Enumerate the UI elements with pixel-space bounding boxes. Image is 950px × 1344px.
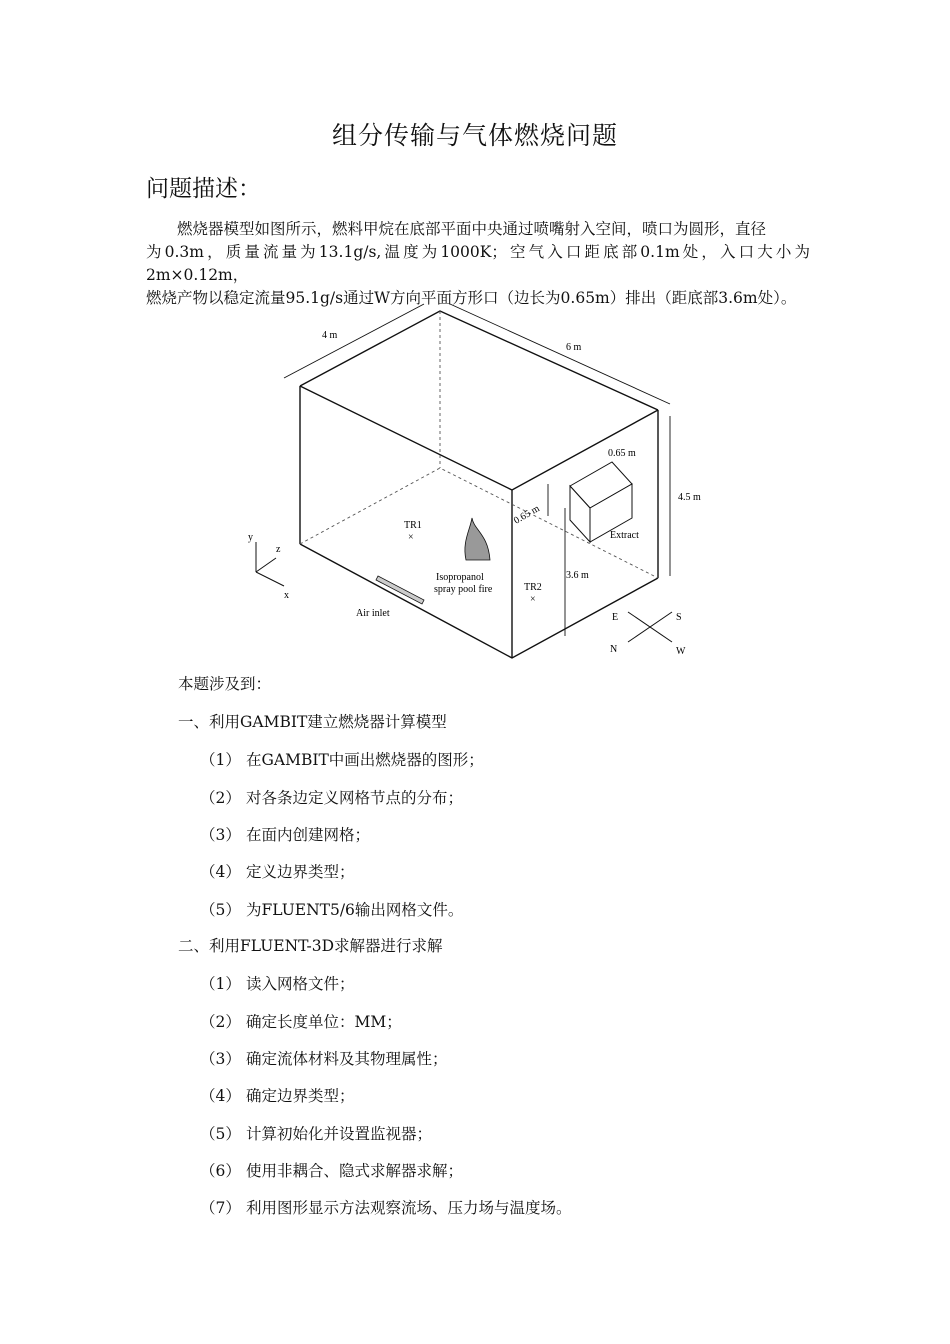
dim-length-label: 6 m: [566, 342, 582, 353]
dim-height-label: 4.5 m: [678, 492, 701, 503]
section-heading: 问题描述：: [146, 176, 261, 202]
compass-s-label: S: [676, 612, 682, 623]
axis-y-label: y: [248, 532, 253, 543]
fire-label-line1: Isopropanol: [436, 572, 484, 583]
step-item: （3） 在面内创建网格；: [200, 826, 371, 844]
dim-width-label: 4 m: [322, 330, 338, 341]
step-item: （1） 读入网格文件；: [200, 975, 355, 993]
paragraph-line: 燃烧器模型如图所示，燃料甲烷在底部平面中央通过喷嘴射入空间，喷口为圆形，直径: [177, 220, 767, 238]
paragraph-line: 为0.3m，质量流量为13.1g/s,温度为1000K；空气入口距底部0.1m处，入口大小为2m×0.12m，: [146, 243, 810, 284]
fire-label-line2: spray pool fire: [434, 584, 493, 595]
tr1-marker: ×: [408, 532, 414, 543]
step-item: （5） 计算初始化并设置监视器；: [200, 1125, 433, 1143]
page-title: 组分传输与气体燃烧问题: [331, 121, 618, 150]
step-item: （5） 为FLUENT5/6输出网格文件。: [200, 901, 464, 919]
step-item: （2） 确定长度单位：MM；: [200, 1013, 402, 1031]
tr2-label: TR2: [524, 582, 542, 593]
fire-shape: [465, 518, 490, 560]
dim-outlet-elevation-label: 3.6 m: [566, 570, 589, 581]
step-item: （3） 确定流体材料及其物理属性；: [200, 1050, 448, 1068]
step-item: （7） 利用图形显示方法观察流场、压力场与温度场。: [200, 1199, 572, 1217]
tr2-marker: ×: [530, 594, 536, 605]
compass-w-label: W: [676, 646, 686, 657]
dim-outlet-height-label: 0.65 m: [512, 503, 542, 527]
dim-outlet-width-label: 0.65 m: [608, 448, 636, 459]
burner-figure: [240, 296, 710, 660]
step-item: （2） 对各条边定义网格节点的分布；: [200, 789, 464, 807]
step-item: （4） 确定边界类型；: [200, 1087, 355, 1105]
step-item: （6） 使用非耦合、隐式求解器求解；: [200, 1162, 464, 1180]
air-inlet-label: Air inlet: [356, 608, 390, 619]
compass-e-label: E: [612, 612, 619, 623]
compass-icon: [628, 612, 672, 642]
part-heading: 一、利用GAMBIT建立燃烧器计算模型: [178, 713, 447, 731]
paragraph-line: 燃烧产物以稳定流量95.1g/s通过W方向平面方形口（边长为0.65m）排出（距底部3.6m处）。: [146, 289, 797, 307]
air-inlet-slot: [376, 576, 424, 604]
axis-x-label: x: [284, 590, 289, 601]
extract-label: Extract: [610, 530, 639, 541]
axis-z-label: z: [276, 544, 281, 555]
step-item: （1） 在GAMBIT中画出燃烧器的图形；: [200, 751, 484, 769]
part-heading: 二、利用FLUENT-3D求解器进行求解: [178, 937, 443, 955]
tr1-label: TR1: [404, 520, 422, 531]
step-item: （4） 定义边界类型；: [200, 863, 355, 881]
intro-text: 本题涉及到：: [178, 675, 272, 693]
burner-diagram: [240, 296, 710, 660]
compass-n-label: N: [610, 644, 618, 655]
